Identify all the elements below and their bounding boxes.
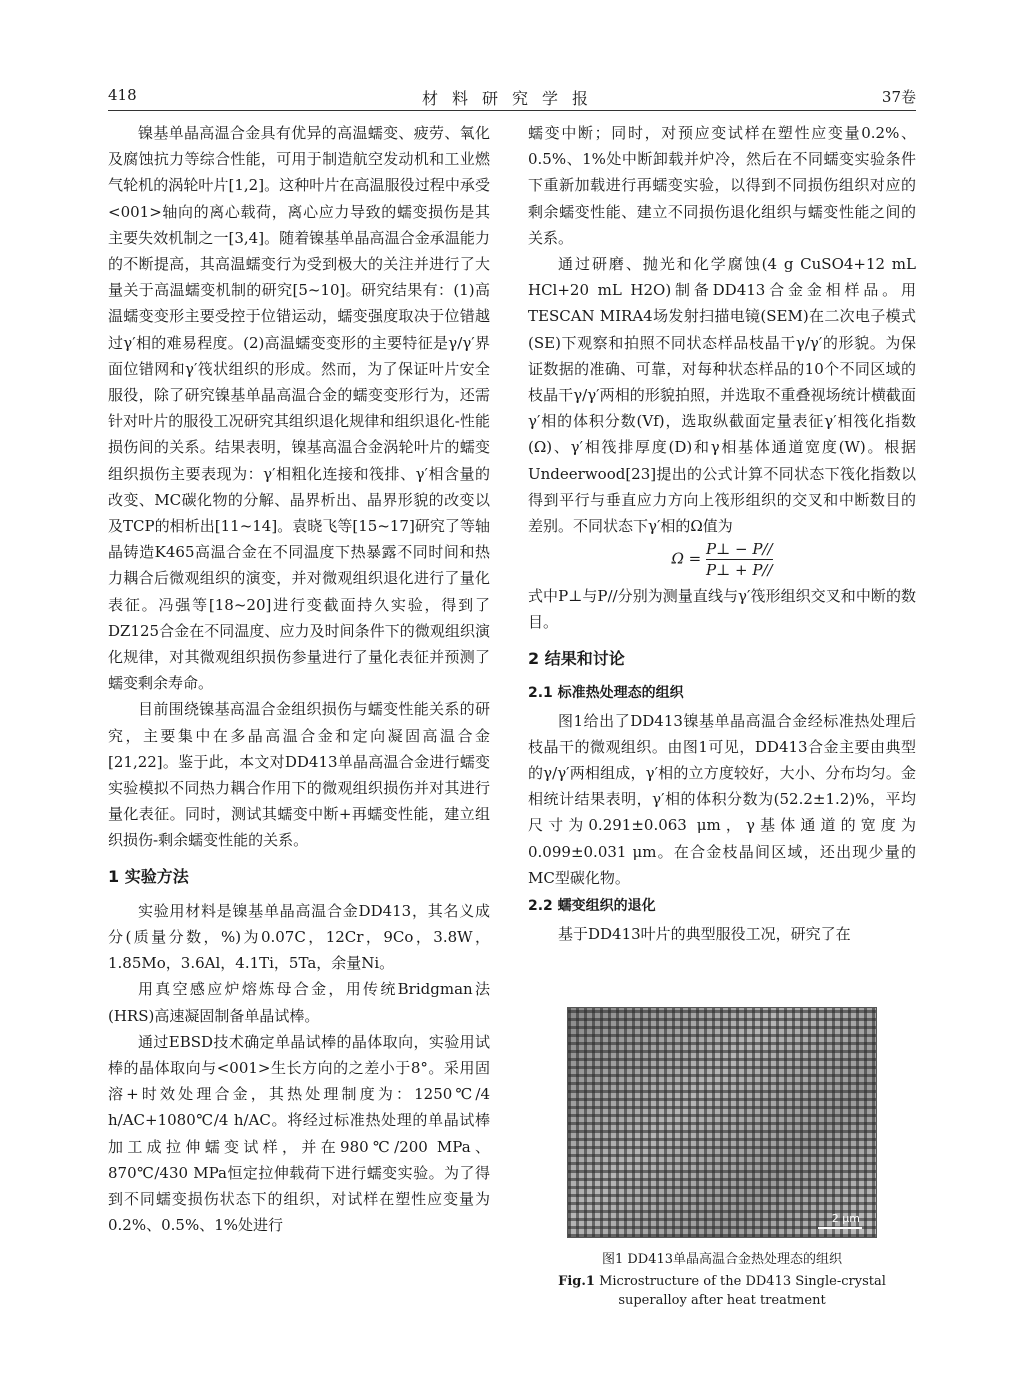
subsection-2-2-title: 2.2 蠕变组织的退化 [528, 898, 656, 915]
raft-index-formula [528, 539, 916, 583]
header-rule [108, 110, 916, 111]
section-1-paragraph-1: 实验用材料是镍基单晶高温合金DD413，其名义成分(质量分数，%)为0.07C，12Cr，9Co，3.8W，1.85Mo，3.6Al，4.1Ti，5Ta，余量Ni。 [108, 901, 490, 973]
formula-denominator: P⊥ + P// [706, 561, 773, 580]
section-2-title: 2 结果和讨论 [528, 648, 625, 668]
subsection-2-1-paragraph: 图1给出了DD413镍基单晶高温合金经标准热处理后枝晶干的微观组织。由图1可见，DD413合金主要由典型的γ/γ′两相组成，γ′相的立方度较好，大小、分布均匀。金相统计结果表明，γ′相的体积分数为(52.2±1.2)%，平均尺寸为0.291±0.063 μm，γ基体通道的宽度为0.099±0.031 μm。在合金枝晶间区域，还出现少量的MC型碳化物。 [528, 711, 916, 887]
left-column [108, 120, 490, 1238]
sem-micrograph [567, 1007, 877, 1238]
page-header [108, 80, 916, 110]
section-1-title: 1 实验方法 [108, 866, 189, 886]
volume-label: 37卷 [881, 88, 916, 106]
intro-paragraph-2: 目前围绕镍基高温合金组织损伤与蠕变性能关系的研究，主要集中在多晶高温合金和定向凝固高温合金[21,22]。鉴于此，本文对DD413单晶高温合金进行蠕变实验模拟不同热力耦合作用下的微观组织损伤并对其进行量化表征。同时，测试其蠕变中断+再蠕变性能，建立组织损伤-剩余蠕变性能的关系。 [108, 700, 490, 850]
subsection-2-1-title: 2.1 标准热处理态的组织 [528, 684, 684, 701]
scale-label: 2 μm [831, 1212, 860, 1225]
formula-numerator: P⊥ − P// [706, 540, 773, 559]
figure-caption-en [528, 1272, 916, 1310]
journal-title: 材料研究学报 [421, 89, 602, 108]
subsection-2-2-paragraph: 基于DD413叶片的典型服役工况，研究了在 [558, 925, 851, 944]
page-number: 418 [108, 86, 137, 104]
formula-lhs: Ω = [671, 549, 702, 568]
section-1-paragraph-2: 用真空感应炉熔炼母合金，用传统Bridgman法(HRS)高速凝固制备单晶试棒。 [108, 980, 490, 1025]
scale-bar [818, 1227, 862, 1229]
figure-caption-cn: 图1 DD413单晶高温合金热处理态的组织 [601, 1252, 843, 1267]
formula-fraction [706, 539, 773, 580]
figure-caption-en-label: Fig.1 [558, 1274, 595, 1289]
intro-paragraph-1: 镍基单晶高温合金具有优异的高温蠕变、疲劳、氧化及腐蚀抗力等综合性能，可用于制造航空发动机和工业燃气轮机的涡轮叶片[1,2]。这种叶片在高温服役过程中承受<001>轴向的离心载荷，离心应力导致的蠕变损伤是其主要失效机制之一[3,4]。随着镍基单晶高温合金承温能力的不断提高，其高温蠕变行为受到极大的关注并进行了大量关于高温蠕变机制的研究[5~10]。研究结果有：(1)高温蠕变变形主要受控于位错运动，蠕变强度取决于位错越过γ′相的难易程度。(2)高温蠕变变形的主要特征是γ/γ′界面位错网和γ′筏状组织的形成。然而，为了保证叶片安全服役，除了研究镍基单晶高温合金的蠕变变形行为，还需针对叶片的服役工况研究其组织退化规律和组织退化-性能损伤间的关系。结果表明，镍基高温合金涡轮叶片的蠕变组织损伤主要表现为：γ′相粗化连接和筏排、γ′相含量的改变、MC碳化物的分解、晶界析出、晶界形貌的改变以及TCP的相析出[11~14]。袁晓飞等[15~17]研究了等轴晶铸造K465高温合金在不同温度下热暴露不同时间和热力耦合后微观组织的演变，并对微观组织退化进行了量化表征。冯强等[18~20]进行变截面持久实验，得到了DZ125合金在不同温度、应力及时间条件下的微观组织演化规律，对其微观组织损伤参量进行了量化表征并预测了蠕变剩余寿命。 [108, 124, 490, 693]
section-1-paragraph-4: 通过研磨、抛光和化学腐蚀(4 g CuSO4+12 mL HCl+20 mL H2O)制备DD413合金金相样品。用TESCAN MIRA4场发射扫描电镜(SEM)在二次电子模式(SE)下观察和拍照不同状态样品枝晶干γ/γ′的形貌。为保证数据的准确、可靠，对每种状态样品的10个不同区域的枝晶干γ/γ′两相的形貌拍照，并选取不重叠视场统计横截面γ′相的体积分数(Vf)，选取纵截面定量表征γ′相筏化指数(Ω)、γ′相筏排厚度(D)和γ相基体通道宽度(W)。根据Undeerwood[23]提出的公式计算不同状态下筏化指数以得到平行与垂直应力方向上筏形组织的交叉和中断数目的差别。不同状态下γ′相的Ω值为 [528, 255, 916, 536]
figure-caption-en-text: Microstructure of the DD413 Single-crystal superalloy after heat treatment [594, 1274, 886, 1308]
right-column [528, 120, 916, 947]
section-1-paragraph-3: 通过EBSD技术确定单晶试棒的晶体取向，实验用试棒的晶体取向与<001>生长方向的之差小于8°。采用固溶+时效处理合金，其热处理制度为：1250℃/4 h/AC+1080℃/4 h/AC。将经过标准热处理的单晶试棒加工成拉伸蠕变试样，并在980℃/200 MPa、870℃/430 MPa恒定拉伸载荷下进行蠕变实验。为了得到不同蠕变损伤状态下的组织，对试样在塑性应变量为0.2%、0.5%、1%处进行 [108, 1032, 490, 1235]
continued-paragraph: 蠕变中断；同时，对预应变试样在塑性应变量0.2%、0.5%、1%处中断卸载并炉冷，然后在不同蠕变实验条件下重新加载进行再蠕变实验，以得到不同损伤组织对应的剩余蠕变性能、建立不同损伤退化组织与蠕变性能之间的关系。 [528, 124, 916, 247]
formula-note: 式中P⊥与P//分别为测量直线与γ′筏形组织交叉和中断的数目。 [528, 587, 916, 632]
